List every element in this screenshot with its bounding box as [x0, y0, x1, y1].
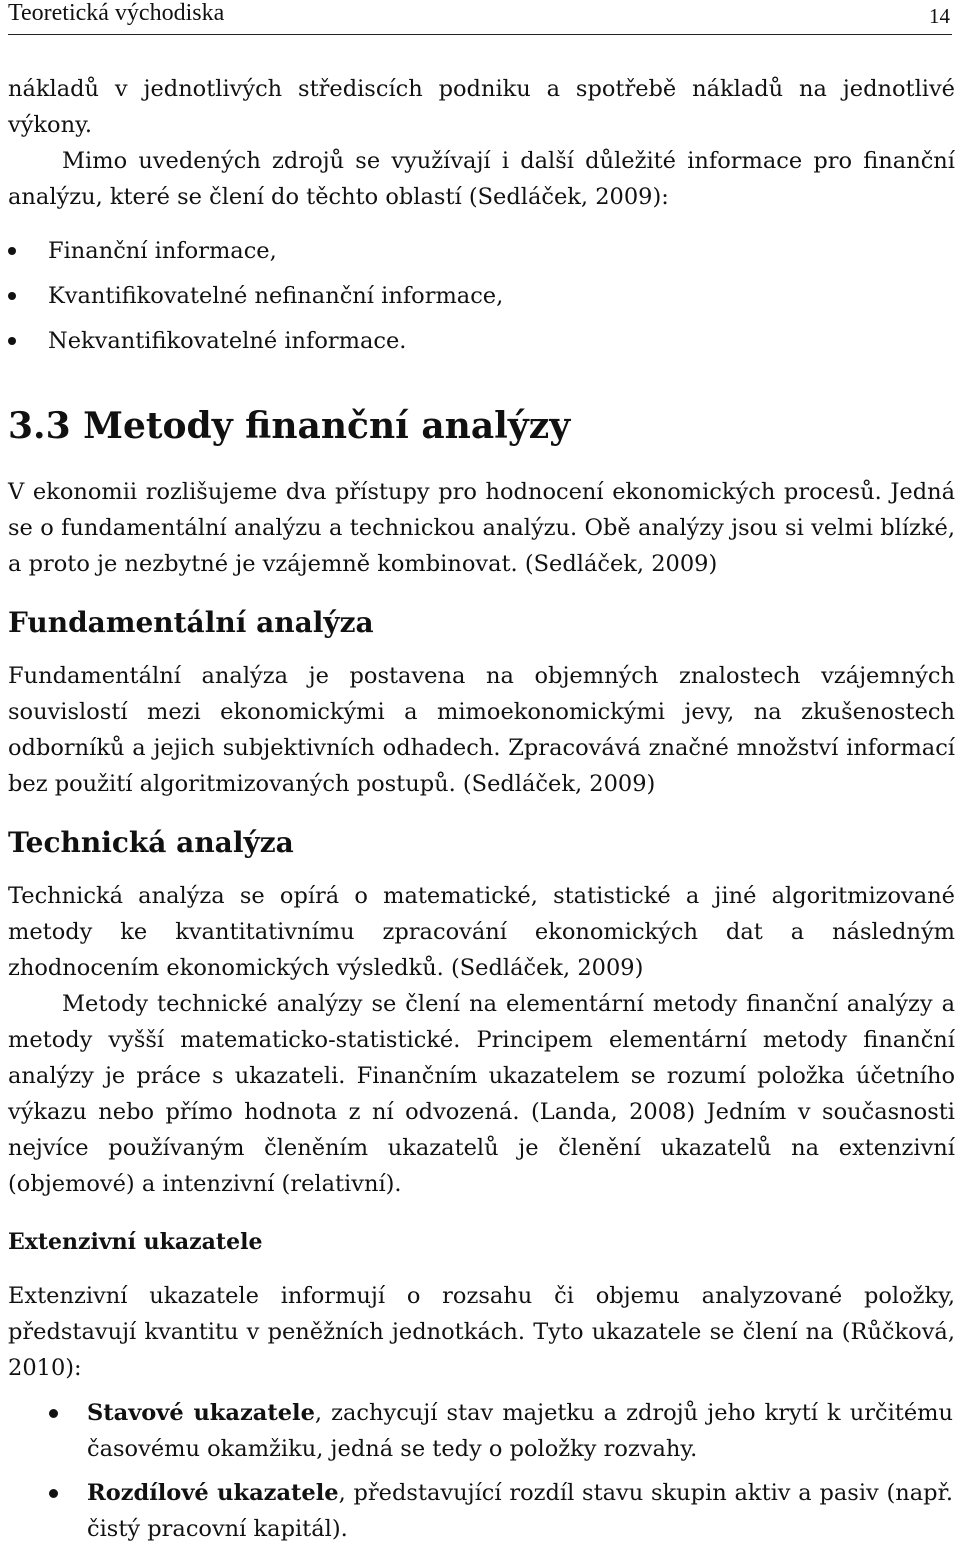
- section-heading: 3.3 Metody finanční analýzy: [8, 405, 571, 447]
- extensive-heading: Extenzivní ukazatele: [8, 1229, 263, 1255]
- fundamental-paragraph: Fundamentální analýza je postavena na objemných znalostech vzájemných souvislostí mezi ekonomickými a mimoekonomickými jevy, na zkušenostech odborníků a jejich subjektivních odhadech. Zpracovává značné množství informací bez použití algoritmizovaných postupů. (Sedláček, 2009): [8, 663, 955, 797]
- technical-paragraph-1: Technická analýza se opírá o matematické, statistické a jiné algoritmizované metody ke kvantitativnímu zpracování ekonomických dat a následným zhodnocením ekonomických výsledků. (Sedláček, 2009): [8, 883, 955, 981]
- section-paragraph: V ekonomii rozlišujeme dva přístupy pro hodnocení ekonomických procesů. Jedná se o fundamentální analýzu a technickou analýzu. Obě analýzy jsou si velmi blízké, a proto je nezbytné je vzájemně kombinovat. (Sedláček, 2009): [8, 479, 955, 577]
- page-number: 14: [929, 4, 950, 28]
- list-item: Finanční informace,: [0, 233, 955, 278]
- list-item: Kvantifikovatelné nefinanční informace,: [0, 278, 955, 323]
- fundamental-heading: Fundamentální analýza: [8, 606, 374, 639]
- bullet-icon: [8, 292, 16, 300]
- intro-paragraph-2: Mimo uvedených zdrojů se využívají i další důležité informace pro finanční analýzu, které se člení do těchto oblastí (Sedláček, 2009):: [8, 148, 955, 210]
- intro-paragraph-1: nákladů v jednotlivých střediscích podniku a spotřebě nákladů na jednotlivé výkony.: [8, 76, 955, 138]
- extensive-paragraph: Extenzivní ukazatele informují o rozsahu či objemu analyzované položky, představují kvantitu v peněžních jednotkách. Tyto ukazatele se člení na (Růčková, 2010):: [8, 1283, 955, 1381]
- list-item: Rozdílové ukazatele, představující rozdíl stavu skupin aktiv a pasiv (např. čistý pracovní kapitál).: [0, 1475, 955, 1547]
- bullet-icon: [49, 1409, 58, 1418]
- extensive-bullet-list: [0, 1395, 955, 1547]
- intro-bullet-list: [0, 233, 955, 368]
- technical-heading: Technická analýza: [8, 826, 294, 859]
- bold-term: Stavové ukazatele: [87, 1400, 315, 1426]
- page-header: [8, 0, 952, 35]
- list-item: Nekvantifikovatelné informace.: [0, 323, 955, 368]
- technical-paragraph-2: Metody technické analýzy se člení na elementární metody finanční analýzy a metody vyšší matematicko-statistické. Principem elementární metody finanční analýzy je práce s ukazateli. Finančním ukazatelem se rozumí položka účetního výkazu nebo přímo hodnota z ní odvozená. (Landa, 2008) Jedním v současnosti nejvíce používaným členěním ukazatelů je členění ukazatelů na extenzivní (objemové) a intenzivní (relativní).: [8, 991, 955, 1197]
- bullet-icon: [8, 247, 16, 255]
- bold-term: Rozdílové ukazatele: [87, 1480, 339, 1506]
- bullet-icon: [8, 337, 16, 345]
- bullet-icon: [49, 1489, 58, 1498]
- running-title: Teoretická východiska: [8, 0, 225, 26]
- list-item: Stavové ukazatele, zachycují stav majetku a zdrojů jeho krytí k určitému časovému okamžiku, jedná se tedy o položky rozvahy.: [0, 1395, 955, 1467]
